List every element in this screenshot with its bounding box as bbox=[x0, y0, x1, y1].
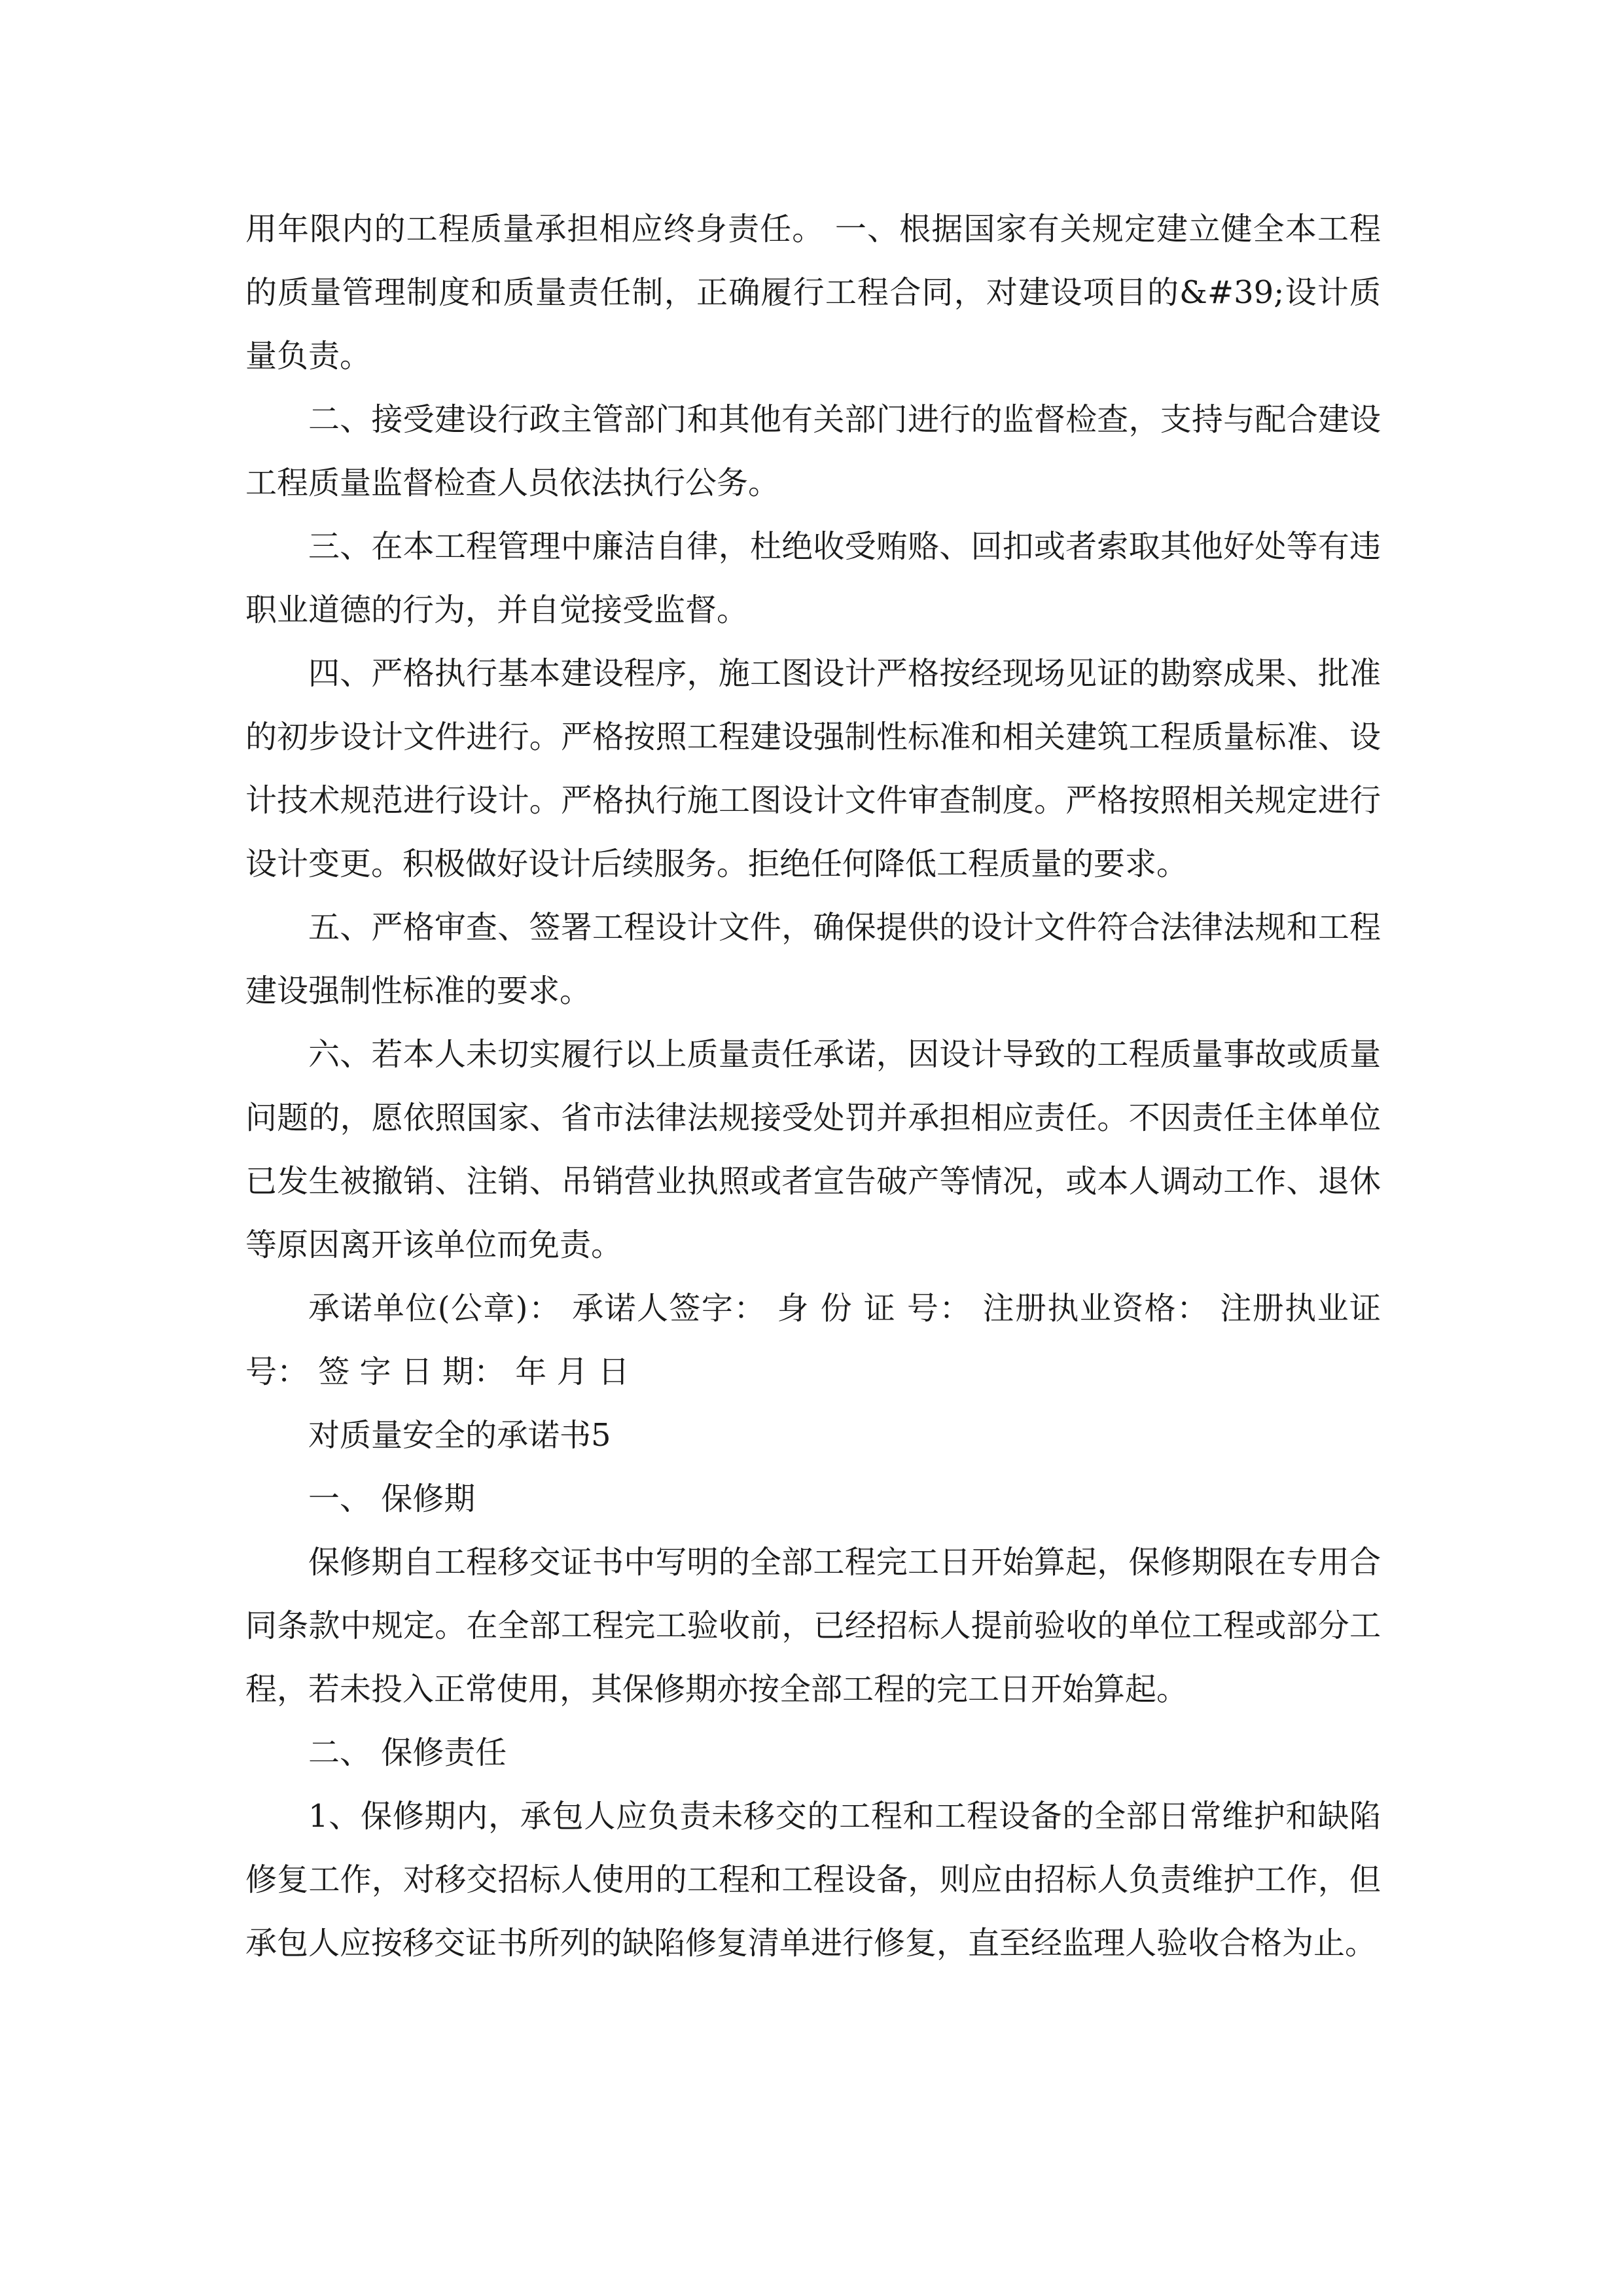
paragraph-2: 二、接受建设行政主管部门和其他有关部门进行的监督检查，支持与配合建设工程质量监督检查人员依法执行公务。 bbox=[245, 401, 1381, 501]
document-body bbox=[245, 198, 1381, 1975]
signature-block: 承诺单位(公章)： 承诺人签字： 身 份 证 号： 注册执业资格： 注册执业证号： 签 字 日 期： 年 月 日 bbox=[245, 1290, 1381, 1390]
paragraph-3: 三、在本工程管理中廉洁自律，杜绝收受贿赂、回扣或者索取其他好处等有违职业道德的行为，并自觉接受监督。 bbox=[245, 528, 1381, 628]
paragraph-5: 五、严格审查、签署工程设计文件，确保提供的设计文件符合法律法规和工程建设强制性标准的要求。 bbox=[245, 909, 1381, 1009]
paragraph-6: 六、若本人未切实履行以上质量责任承诺，因设计导致的工程质量事故或质量问题的，愿依照国家、省市法律法规接受处罚并承担相应责任。不因责任主体单位已发生被撤销、注销、吊销营业执照或者宣告破产等情况，或本人调动工作、退休等原因离开该单位而免责。 bbox=[245, 1036, 1381, 1263]
paragraph-warranty-responsibility: 1、保修期内，承包人应负责未移交的工程和工程设备的全部日常维护和缺陷修复工作，对移交招标人使用的工程和工程设备，则应由招标人负责维护工作，但承包人应按移交证书所列的缺陷修复清单进行修复，直至经监理人验收合格为止。 bbox=[245, 1798, 1381, 1962]
paragraph-1: 用年限内的工程质量承担相应终身责任。 一、根据国家有关规定建立健全本工程的质量管理制度和质量责任制，正确履行工程合同，对建设项目的&#39;设计质量负责。 bbox=[245, 211, 1381, 374]
paragraph-warranty-period: 保修期自工程移交证书中写明的全部工程完工日开始算起，保修期限在专用合同条款中规定。在全部工程完工验收前，已经招标人提前验收的单位工程或部分工程，若未投入正常使用，其保修期亦按全部工程的完工日开始算起。 bbox=[245, 1544, 1381, 1708]
paragraph-4: 四、严格执行基本建设程序，施工图设计严格按经现场见证的勘察成果、批准的初步设计文件进行。严格按照工程建设强制性标准和相关建筑工程质量标准、设计技术规范进行设计。严格执行施工图设计文件审查制度。严格按照相关规定进行设计变更。积极做好设计后续服务。拒绝任何降低工程质量的要求。 bbox=[245, 655, 1381, 882]
section-title: 对质量安全的承诺书5 bbox=[308, 1417, 611, 1454]
heading-warranty-responsibility: 二、 保修责任 bbox=[308, 1734, 507, 1771]
heading-warranty-period: 一、 保修期 bbox=[308, 1480, 476, 1517]
